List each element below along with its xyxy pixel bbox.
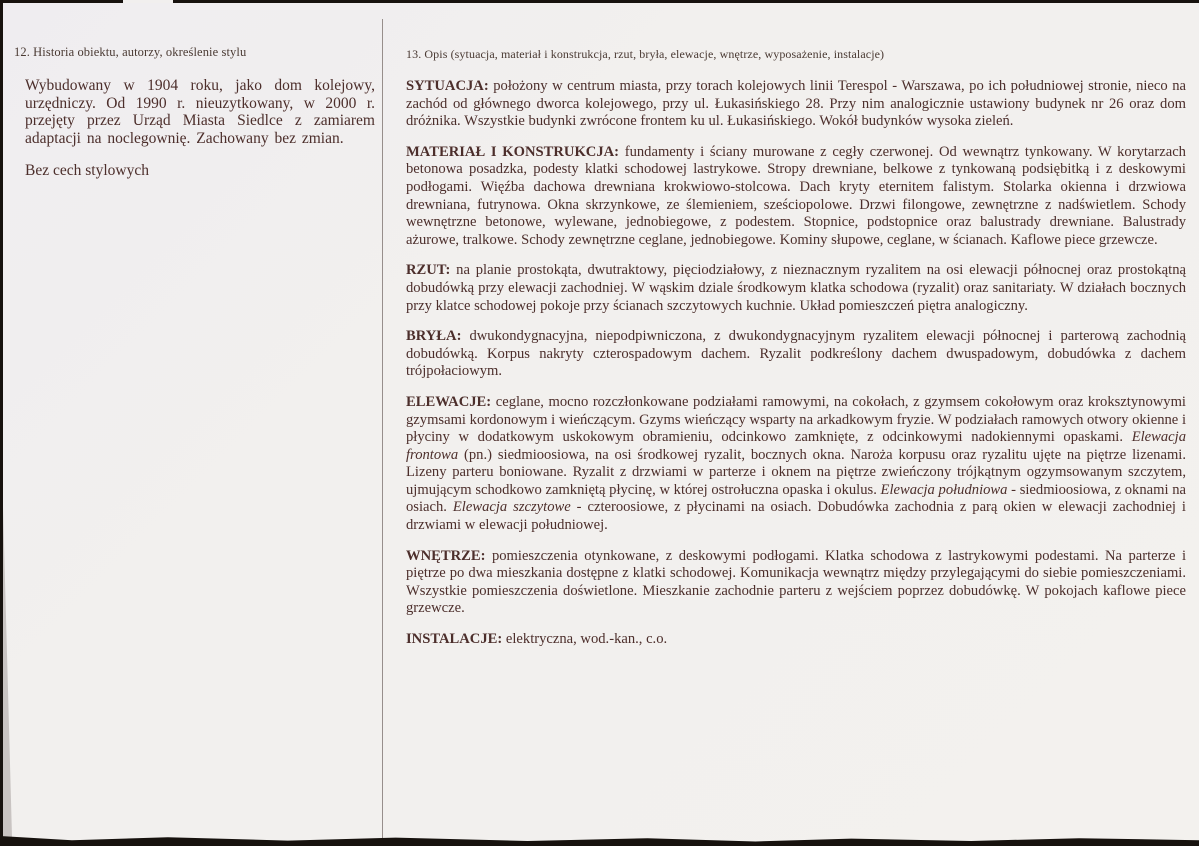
field-13-header: 13. Opis (sytuacja, materiał i konstrukcja, rzut, bryła, elewacje, wnętrze, wyposażenie, instalacje) [406, 47, 885, 61]
section-elewacje [406, 394, 1186, 535]
section-text-sytuacja: położony w centrum miasta, przy torach kolejowych linii Terespol - Warszawa, po ich południowej stronie, nieco na zachód od głównego dworca kolejowego, przy ul. Łukasińskiego 28. Przy nim analogicznie ustawiony budynek nr 26 oraz dom dróżnika. Wszystkie budynki zwrócone frontem ku ul. Łukasińskiego. Wokół budynków wysoka zieleń. [406, 78, 1186, 130]
section-text-bryla: dwukondygnacyjna, niepodpiwniczona, z dwukondygnacyjnym ryzalitem elewacji północnej i parterową zachodnią dobudówką. Korpus nakryty czterospadowym dachem. Ryzalit podkreślony dachem dwuspadowym, dobudówka z dachem trójpołaciowym. [406, 328, 1186, 380]
scan-paper-edge-wedge [3, 507, 12, 837]
section-label-rzut: RZUT: [406, 262, 451, 279]
section-text-instalacje: elektryczna, wod.-kan., c.o. [502, 631, 668, 648]
section-label-sytuacja: SYTUACJA: [406, 78, 489, 94]
section-material-i-konstrukcja [406, 144, 1186, 250]
section-13-description [406, 47, 1186, 662]
scan-edge-bottom [0, 836, 1199, 846]
section-label-wnetrze: WNĘTRZE: [406, 547, 486, 564]
style-determination-text: Bez cech stylowych [25, 162, 149, 180]
section-text-rzut: na planie prostokąta, dwutraktowy, pięciodziałowy, z nieznacznym ryzalitem na osi elewacji północnej oraz prostokątną dobudówką przy elewacji zachodniej. W wąskim dziale środkowym klatka schodowa (ryzalit) oraz sanitariaty. W działach bocznych przy klatce schodowej pokoje przy ścianach szczytowych kuchnie. Układ pomieszczeń piętra analogiczny. [406, 262, 1186, 314]
section-label-material: MATERIAŁ I KONSTRUKCJA: [406, 143, 620, 160]
section-text-wnetrze: pomieszczenia otynkowane, z deskowymi podłogami. Klatka schodowa z lastrykowymi podestami. Na parterze i piętrze po dwa mieszkania dostępne z klatki schodowej. Komunikacja wewnątrz między przylegającymi do siebie pomieszczeniami. Wszystkie pomieszczenia doświetlone. Mieszkanie zachodnie parteru z wejściem poprzez dobudówkę. W pokojach kaflowe piece grzewcze. [406, 547, 1186, 617]
section-label-instalacje: INSTALACJE: [406, 631, 503, 648]
section-label-elewacje: ELEWACJE: [406, 393, 492, 410]
section-bryla [406, 328, 1186, 381]
section-text-material: fundamenty i ściany murowane z cegły czerwonej. Od wewnątrz tynkowany. W korytarzach betonowa posadzka, podesty klatki schodowej lastrykowe. Stropy drewniane, belkowe z tynkowaną podsiębitką i z deskowymi podłogami. Więźba dachowa drewniana krokwiowo-stolcowa. Dach kryty eternitem falistym. Stolarka okienna i drzwiowa drewniana, futrynowa. Okna skrzynkowe, ze ślemieniem, sześciopolowe. Drzwi filongowe, zewnętrzne z nadświetlem. Schody wewnętrzne betonowe, wylewane, jednobiegowe, z podestem. Stopnice, podstopnice oraz balustrady drewniane. Balustrady ażurowe, tralkowe. Schody zewnętrzne ceglane, jednobiegowe. Kominy słupowe, ceglane, w ścianach. Kaflowe piece grzewcze. [406, 143, 1186, 248]
scan-edge-top-notch [123, 0, 173, 3]
history-paragraph: Wybudowany w 1904 roku, jako dom kolejowy, urzędniczy. Od 1990 r. nieuzytkowany, w 2000 r. przejęty przez Urząd Miasta Siedlce z zamiarem adaptacji na noclegownię. Zachowany bez zmian. [25, 77, 375, 147]
section-text-elewacje: ceglane, mocno rozczłonkowane podziałami ramowymi, na cokołach, z gzymsem cokołowym oraz kroksztynowymi gzymsami kordonowym i wieńczącym. Gzyms wieńczący wsparty na arkadkowym fryzie. W podziałach ramowych otwory okienne i płyciny w dodatkowym uskokowym obramieniu, odcinkowo zamknięte, z odcinkowymi nadokiennymi opaskami. Elewacja frontowa (pn.) siedmioosiowa, na osi środkowej ryzalit, bocznych okna. Naroża korpusu oraz ryzalitu ujęte na piętrze lizenami. Lizeny parteru boniowane. Ryzalit z drzwiami w parterze i oknem na piętrze zwieńczony trójkątnym ogzymsowanym szczytem, ujmującym schodkowo zamkniętą płycinę, w której ostrołuczna opaska i okulus. Elewacja południowa - siedmioosiowa, z oknami na osiach. Elewacja szczytowe - czteroosiowe, z płycinami na osiach. Dobudówka zachodnia z parą okien w elewacji zachodniej i drzwiami w elewacji południowej. [406, 393, 1186, 534]
section-wnetrze [406, 548, 1186, 618]
section-rzut [406, 262, 1186, 315]
section-instalacje [406, 631, 1186, 649]
section-sytuacja [406, 78, 1186, 131]
section-12-history [14, 45, 376, 180]
field-12-header: 12. Historia obiektu, autorzy, określenie stylu [14, 45, 247, 59]
column-divider-line [382, 19, 383, 838]
section-label-bryla: BRYŁA: [406, 328, 462, 345]
scan-edge-top [0, 0, 1199, 3]
scan-edge-left [0, 0, 3, 846]
